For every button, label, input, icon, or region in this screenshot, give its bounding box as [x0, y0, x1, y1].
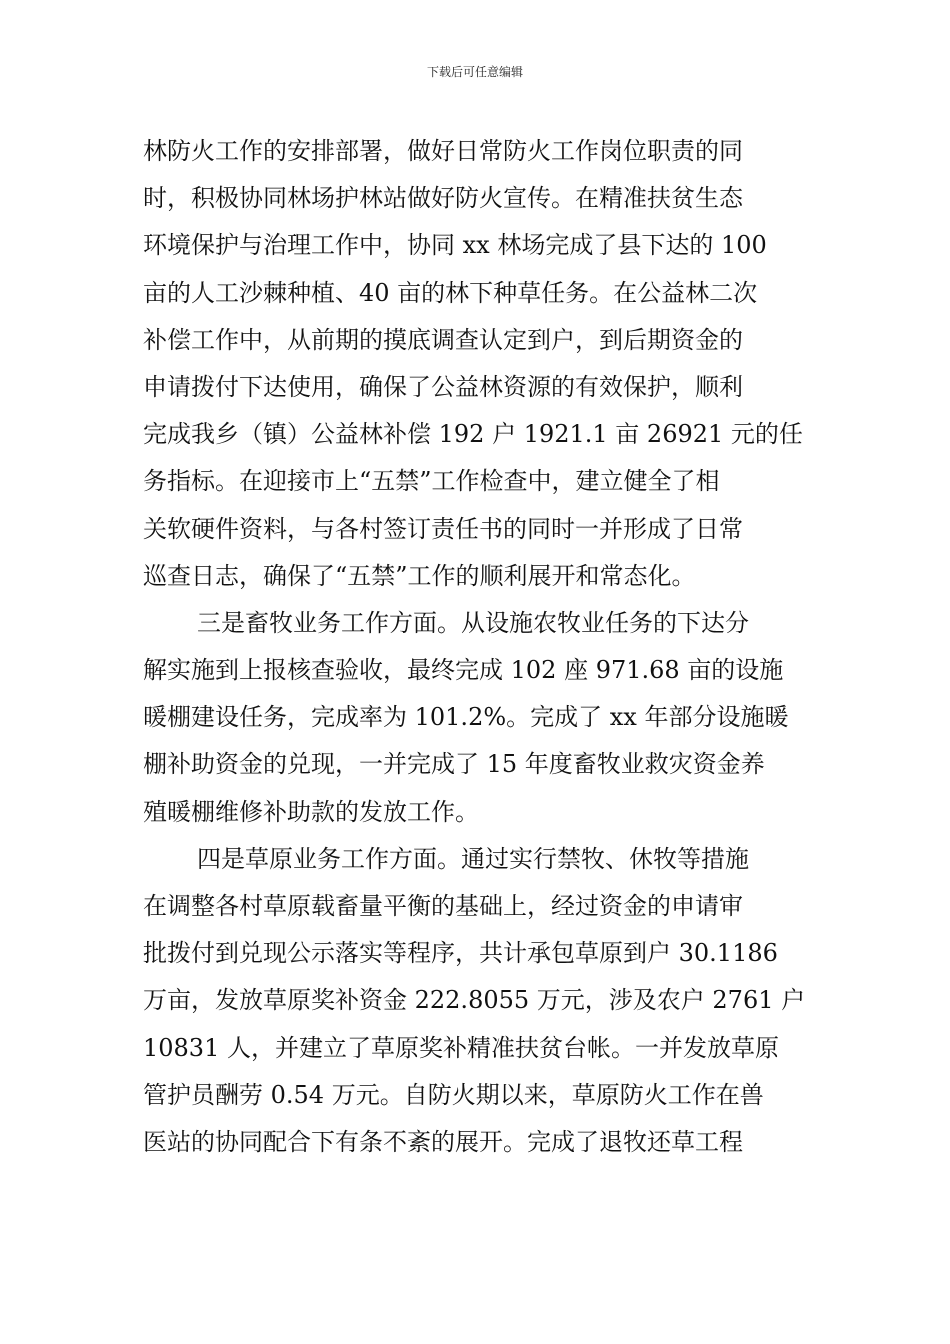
- text-line: 时，积极协同林场护林站做好防火宣传。在精准扶贫生态: [143, 184, 743, 213]
- page-header: 下载后可任意编辑: [426, 65, 523, 79]
- text-line: 解实施到上报核查验收，最终完成 102 座 971.68 亩的设施: [143, 656, 784, 685]
- text-line: 完成我乡（镇）公益林补偿 192 户 1921.1 亩 26921 元的任: [143, 420, 803, 449]
- text-line: 申请拨付下达使用，确保了公益林资源的有效保护，顺利: [143, 372, 743, 401]
- text-line: 批拨付到兑现公示落实等程序，共计承包草原到户 30.1186: [143, 939, 778, 968]
- text-line: 万亩，发放草原奖补资金 222.8055 万元，涉及农户 2761 户: [143, 986, 806, 1015]
- text-line: 补偿工作中，从前期的摸底调查认定到户，到后期资金的: [143, 325, 743, 354]
- text-line: 10831 人，并建立了草原奖补精准扶贫台帐。一并发放草原: [143, 1033, 779, 1062]
- text-line: 医站的协同配合下有条不紊的展开。完成了退牧还草工程: [143, 1127, 743, 1156]
- body-text: [143, 128, 809, 1166]
- text-line: 管护员酬劳 0.54 万元。自防火期以来，草原防火工作在兽: [143, 1080, 764, 1109]
- text-line: 殖暖棚维修补助款的发放工作。: [143, 797, 479, 826]
- paragraph-first-line: 三是畜牧业务工作方面。从设施农牧业任务的下达分: [197, 608, 749, 637]
- text-line: 巡查日志，确保了“五禁”工作的顺利展开和常态化。: [143, 561, 696, 590]
- text-line: 亩的人工沙棘种植、40 亩的林下种草任务。在公益林二次: [143, 278, 758, 307]
- text-line: 关软硬件资料，与各村签订责任书的同时一并形成了日常: [143, 514, 743, 543]
- text-line: 环境保护与治理工作中，协同 xx 林场完成了县下达的 100: [143, 231, 767, 260]
- paragraph-first-line: 四是草原业务工作方面。通过实行禁牧、休牧等措施: [197, 844, 749, 873]
- text-line: 务指标。在迎接市上“五禁”工作检查中，建立健全了相: [143, 467, 720, 496]
- text-line: 林防火工作的安排部署，做好日常防火工作岗位职责的同: [143, 137, 743, 165]
- text-line: 在调整各村草原载畜量平衡的基础上，经过资金的申请审: [143, 892, 743, 920]
- text-line: 暖棚建设任务，完成率为 101.2%。完成了 xx 年部分设施暖: [143, 703, 789, 732]
- text-line: 棚补助资金的兑现，一并完成了 15 年度畜牧业救灾资金养: [143, 750, 765, 779]
